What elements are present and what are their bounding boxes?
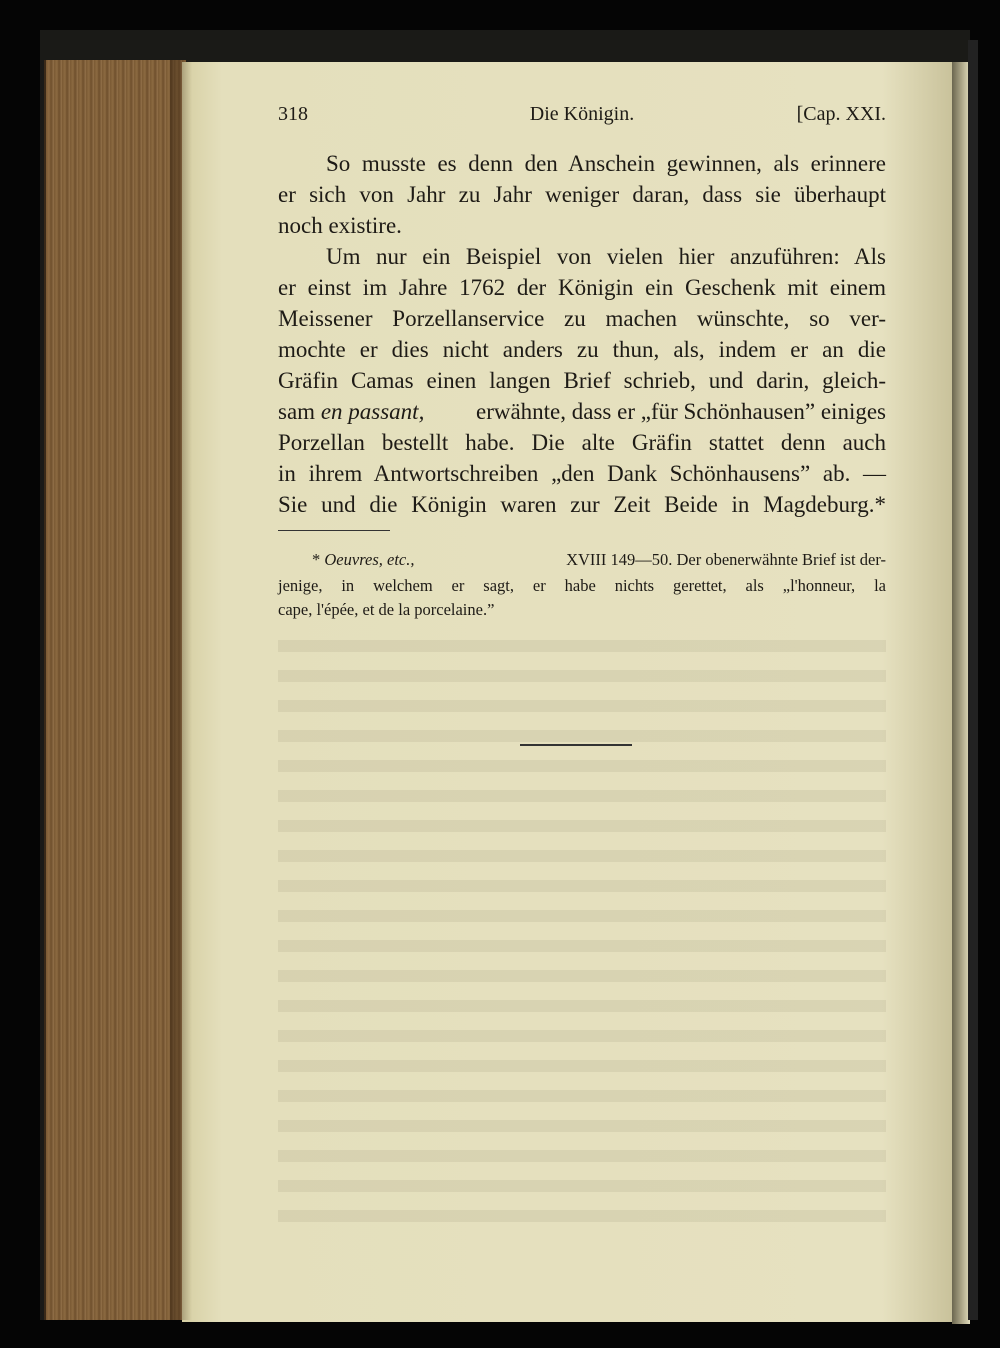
- line-rest: erwähnte, dass er „für Schönhausen” einiges: [475, 399, 886, 424]
- body-line: in ihrem Antwortschreiben „den Dank Schönhausens” ab. —: [278, 461, 886, 486]
- body-line: Um nur ein Beispiel von vielen hier anzuführen: Als: [326, 244, 886, 269]
- body-line: Porzellan bestellt habe. Die alte Gräfin stattet denn auch: [278, 430, 886, 455]
- right-cover-edge: [968, 40, 978, 1320]
- footnote-line: cape, l'épée, et de la porcelaine.”: [278, 600, 495, 619]
- body-line: Gräfin Camas einen langen Brief schrieb, und darin, gleich-: [278, 368, 886, 393]
- body-line: mochte er dies nicht anders zu thun, als, indem er an die: [278, 337, 886, 362]
- footnote-line: [278, 548, 886, 572]
- chapter-label: [Cap. XXI.: [796, 103, 886, 125]
- page-edges: [44, 60, 186, 1320]
- footnote-text: XVIII 149—50. Der obenerwähnte Brief ist der-: [566, 550, 886, 569]
- footnote-rule: [278, 530, 390, 531]
- body-line: er einst im Jahre 1762 der Königin ein Geschenk mit einem: [278, 275, 886, 300]
- body-line: So musste es denn den Anschein gewinnen, als erinnere: [326, 151, 886, 176]
- gutter-shadow: [170, 60, 192, 1320]
- running-title: Die Königin.: [529, 103, 635, 125]
- line-prefix: sam: [278, 399, 321, 424]
- page-number: 318: [278, 103, 308, 125]
- body-line: er sich von Jahr zu Jahr weniger daran, dass sie überhaupt: [278, 182, 886, 207]
- body-line: Meissener Porzellanservice zu machen wünschte, so ver-: [278, 306, 886, 331]
- footnote-marker: *: [312, 550, 321, 569]
- italic-phrase: en passant,: [320, 399, 425, 424]
- footnote-italic: etc.,: [387, 550, 415, 569]
- body-line: Sie und die Königin waren zur Zeit Beide in Magdeburg.*: [278, 492, 886, 517]
- running-header: [278, 103, 886, 131]
- body-line: [278, 397, 886, 427]
- body-line: noch existire.: [278, 213, 402, 238]
- end-rule: [520, 744, 632, 746]
- footnote-line: jenige, in welchem er sagt, er habe nichts gerettet, als „l'honneur, la: [278, 576, 886, 595]
- show-through-text: [278, 630, 886, 1230]
- footnote-italic: Oeuvres,: [324, 550, 383, 569]
